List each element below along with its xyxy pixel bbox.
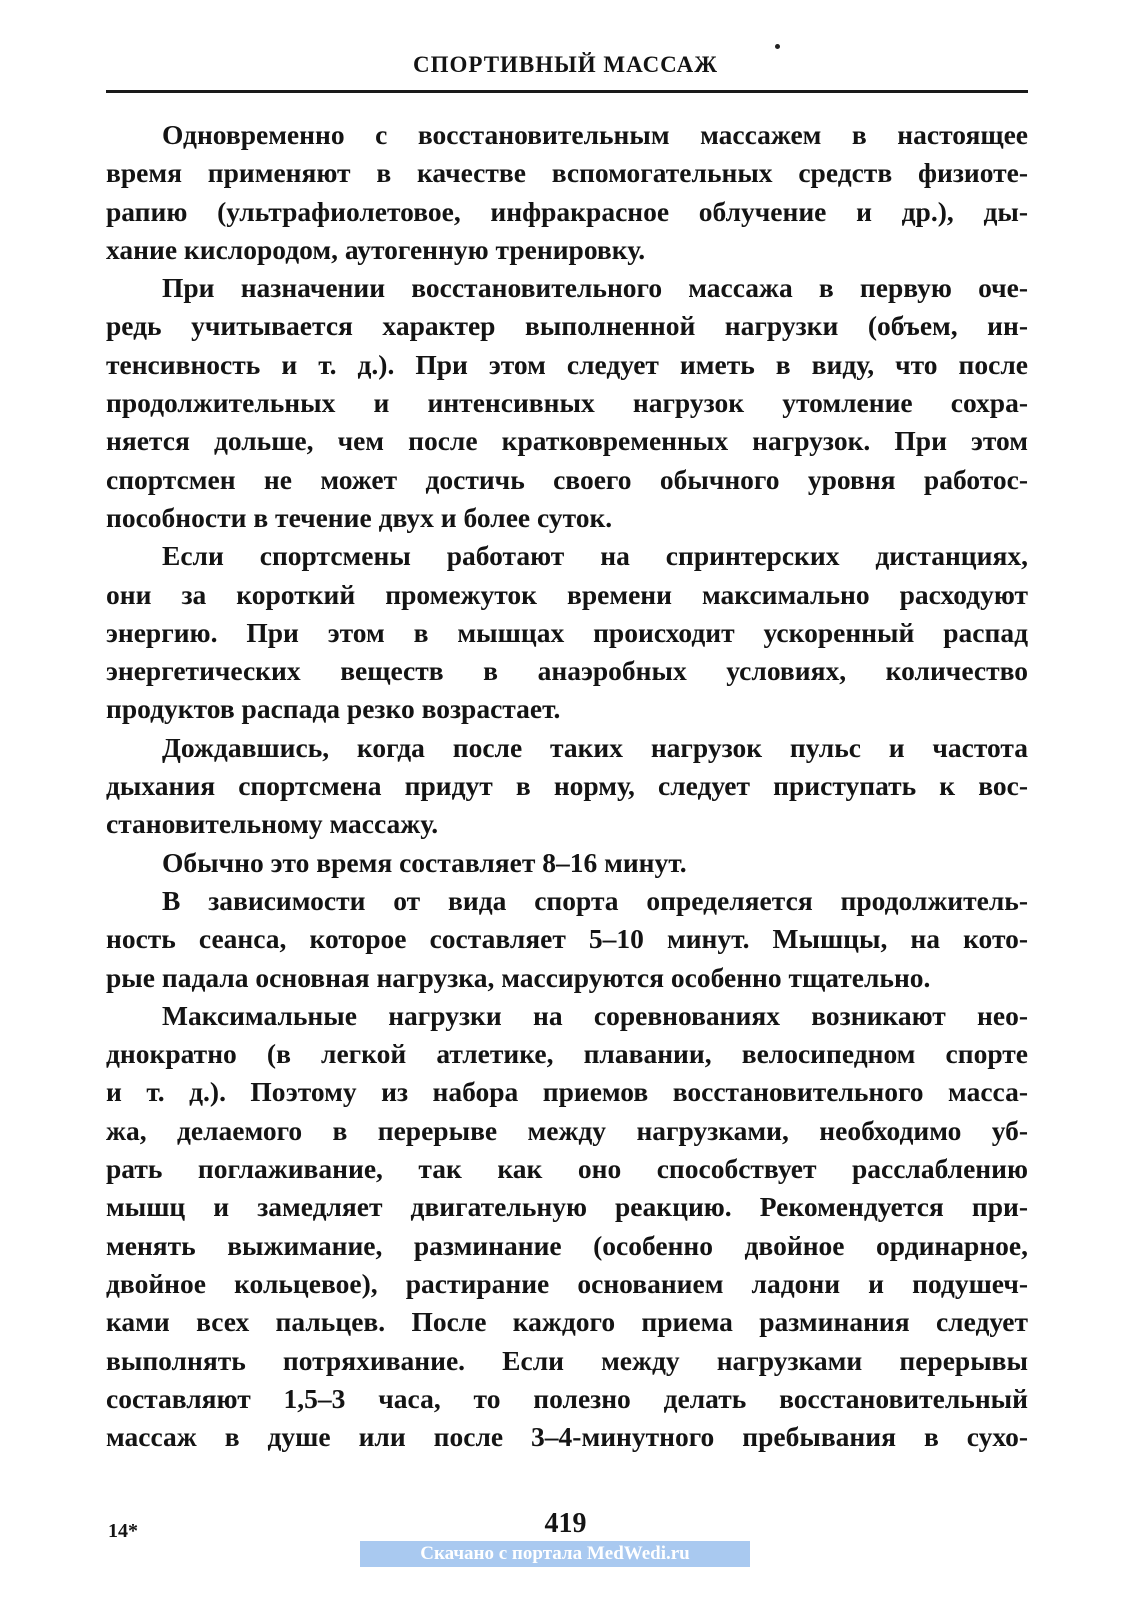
watermark-banner: Скачано с портала MedWedi.ru [360, 1541, 750, 1567]
text-line: Если спортсмены работают на спринтерских дистанциях, [162, 540, 1028, 572]
header-rule [106, 90, 1028, 93]
page-number: 419 [544, 1508, 587, 1539]
text-line: В зависимости от вида спорта определяется продолжитель- [162, 884, 1028, 916]
text-line: становительному массажу. [106, 808, 439, 840]
text-line: редь учитывается характер выполненной нагрузки (объем, ин- [106, 310, 1028, 342]
text-line: ность сеанса, которое составляет 5–10 минут. Мышцы, на кото- [106, 923, 1028, 955]
text-line: менять выжимание, разминание (особенно двойное ординарное, [106, 1229, 1028, 1261]
text-line: время применяют в качестве вспомогательных средств физиоте- [106, 157, 1028, 189]
text-line: рые падала основная нагрузка, массируются особенно тщательно. [106, 961, 931, 993]
text-line: мышц и замедляет двигательную реакцию. Рекомендуется при- [106, 1191, 1028, 1223]
body-text [106, 116, 1028, 1456]
text-line: продолжительных и интенсивных нагрузок утомление сохра- [106, 387, 1028, 419]
text-line: Обычно это время составляет 8–16 минут. [162, 846, 687, 878]
text-line: Дождавшись, когда после таких нагрузок пульс и частота [162, 731, 1028, 763]
text-line: жа, делаемого в перерыве между нагрузками, необходимо уб- [106, 1114, 1028, 1146]
signature-mark: 14* [108, 1520, 138, 1542]
text-line: они за короткий промежуток времени максимально расходуют [106, 578, 1028, 610]
text-line: рать поглаживание, так как оно способствует расслаблению [106, 1153, 1028, 1185]
text-line: дыхания спортсмена придут в норму, следует приступать к вос- [106, 770, 1028, 802]
text-line: пособности в течение двух и более суток. [106, 501, 613, 533]
text-line: продуктов распада резко возрастает. [106, 693, 561, 725]
text-line: хание кислородом, аутогенную тренировку. [106, 233, 646, 265]
print-speck [775, 44, 780, 49]
text-line: Максимальные нагрузки на соревнованиях возникают нео- [162, 999, 1028, 1031]
text-line: Одновременно с восстановительным массажем в настоящее [162, 119, 1028, 150]
text-line: рапию (ультрафиолетовое, инфракрасное облучение и др.), ды- [106, 195, 1028, 227]
text-line: При назначении восстановительного массажа в первую оче- [162, 272, 1028, 304]
text-line: двойное кольцевое), растирание основанием ладони и подушеч- [106, 1267, 1028, 1299]
text-line: энергетических веществ в анаэробных условиях, количество [106, 655, 1028, 687]
text-line: составляют 1,5–3 часа, то полезно делать восстановительный [106, 1382, 1028, 1414]
text-line: днократно (в легкой атлетике, плавании, велосипедном спорте [106, 1038, 1028, 1070]
text-line: няется дольше, чем после кратковременных нагрузок. При этом [106, 425, 1028, 457]
text-line: ками всех пальцев. После каждого приема разминания следует [106, 1306, 1028, 1338]
text-line: тенсивность и т. д.). При этом следует иметь в виду, что после [106, 348, 1028, 380]
text-line: выполнять потряхивание. Если между нагрузками перерывы [106, 1344, 1028, 1376]
text-line: и т. д.). Поэтому из набора приемов восстановительного масса- [106, 1076, 1028, 1108]
text-line: спортсмен не может достичь своего обычного уровня работос- [106, 463, 1028, 495]
text-line: массаж в душе или после 3–4-минутного пребывания в сухо- [106, 1421, 1028, 1453]
text-line: энергию. При этом в мышцах происходит ускоренный распад [106, 616, 1028, 648]
running-title: СПОРТИВНЫЙ МАССАЖ [412, 52, 718, 77]
